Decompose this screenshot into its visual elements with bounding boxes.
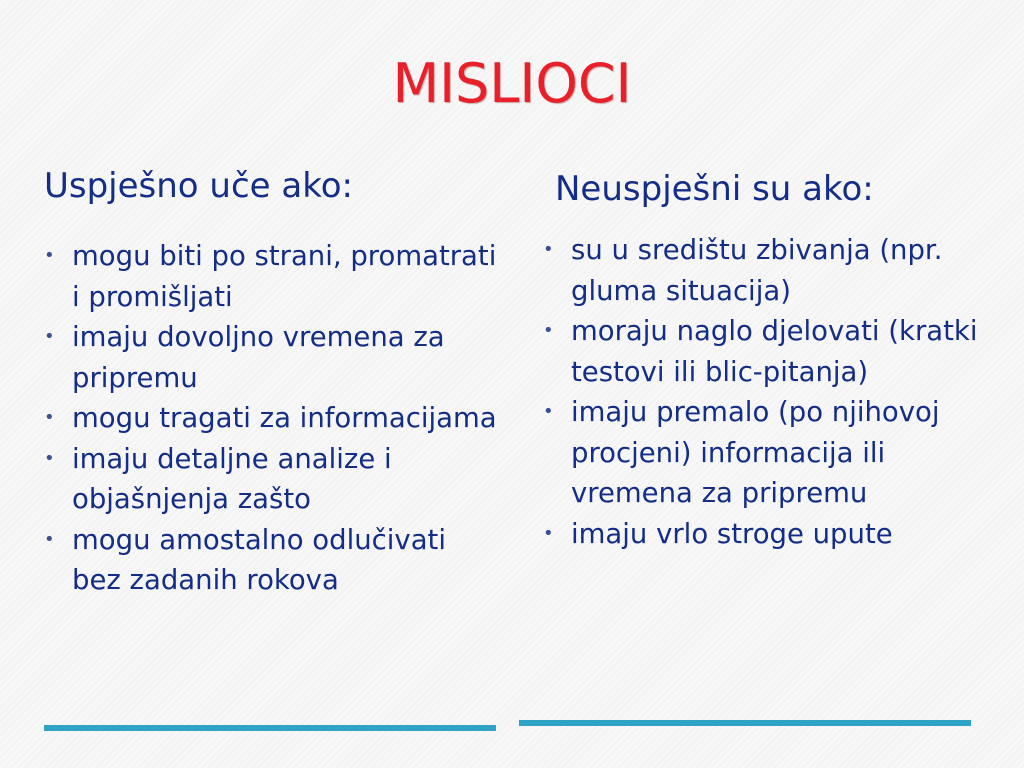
list-item-text: mogu amostalno odlučivati bez zadanih rokova — [72, 523, 446, 596]
bullet-icon: • — [44, 326, 55, 347]
list-item — [543, 392, 983, 514]
bullet-icon: • — [543, 401, 554, 422]
list-item — [44, 439, 499, 520]
bullet-icon: • — [543, 239, 554, 260]
bullet-icon: • — [44, 447, 55, 469]
bullet-icon: • — [44, 407, 55, 428]
bullet-icon: • — [543, 522, 554, 544]
list-item — [543, 311, 983, 392]
list-item — [44, 236, 499, 317]
left-column-heading: Uspješno uče ako: — [44, 166, 353, 206]
list-item — [44, 317, 499, 398]
list-item-text: imaju detaljne analize i objašnjenja zašto — [72, 442, 392, 515]
left-bullet-list — [44, 236, 499, 601]
list-item-text: moraju naglo djelovati (kratki testovi ili blic-pitanja) — [571, 315, 978, 388]
list-item-text: imaju dovoljno vremena za pripremu — [72, 321, 445, 394]
list-item-text: imaju vrlo stroge upute — [571, 517, 893, 550]
list-item-text: su u središtu zbivanja (npr. gluma situacija) — [571, 234, 943, 307]
right-bullet-list — [543, 230, 983, 554]
list-item — [543, 230, 983, 311]
list-item — [543, 514, 983, 555]
list-item — [44, 520, 499, 601]
right-column-heading: Neuspješni su ako: — [555, 169, 874, 209]
bullet-icon: • — [44, 528, 55, 550]
bullet-icon: • — [543, 320, 554, 341]
right-divider-rule — [519, 720, 971, 726]
slide-title: MISLIOCI — [392, 52, 632, 115]
left-divider-rule — [44, 725, 496, 731]
bullet-icon: • — [44, 245, 55, 266]
list-item — [44, 398, 499, 439]
list-item-text: mogu tragati za informacijama — [72, 402, 497, 434]
list-item-text: imaju premalo (po njihovoj procjeni) informacija ili vremena za pripremu — [571, 396, 940, 509]
list-item-text: mogu biti po strani, promatrati i promišljati — [72, 240, 497, 313]
